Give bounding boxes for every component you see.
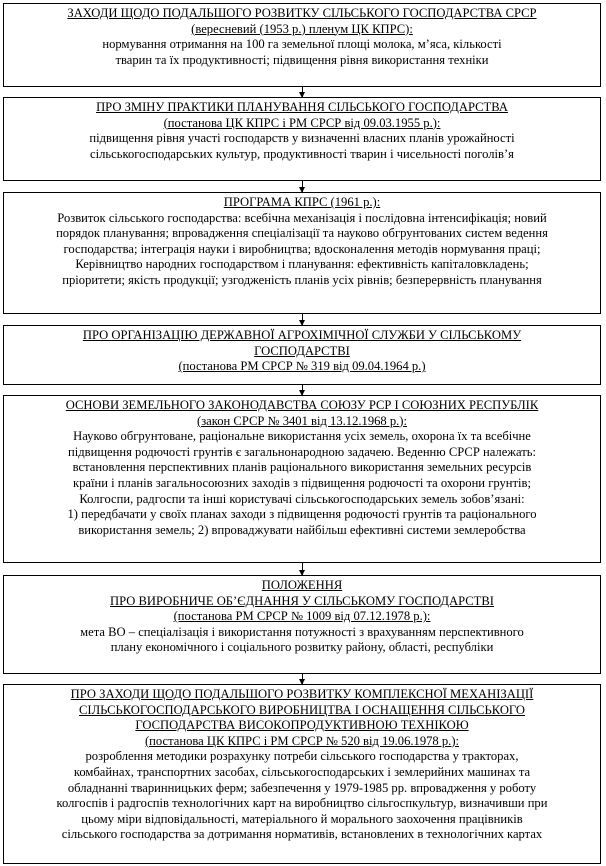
box-4-subtitle: (постанова РМ СРСР № 319 від 09.04.1964 р.)	[178, 359, 426, 374]
arrow-4	[302, 385, 303, 395]
box-5-title: ОСНОВИ ЗЕМЕЛЬНОГО ЗАКОНОДАВСТВА СОЮЗУ РСР І СОЮЗНИХ РЕСПУБЛІК	[65, 398, 539, 412]
box-6-subtitle: (постанова РМ СРСР № 1009 від 07.12.1978 р.):	[173, 609, 431, 624]
box-7	[3, 684, 601, 864]
box-3	[3, 192, 601, 314]
box-7-title: ПРО ЗАХОДИ ЩОДО ПОДАЛЬШОГО РОЗВИТКУ КОМПЛЕКСНОЇ МЕХАНІЗАЦІЇ СІЛЬСЬКОГОСПОДАРСЬКОГО ВИРОБНИЦТВА І ОСНАЩЕННЯ СІЛЬСЬКОГО ГОСПОДАРСТВА ВИСОКОПРОДУКТИВНОЮ ТЕХНІКОЮ	[70, 687, 534, 733]
box-1-title: ЗАХОДИ ЩОДО ПОДАЛЬШОГО РОЗВИТКУ СІЛЬСЬКОГО ГОСПОДАРСТВА СРСР	[67, 6, 537, 20]
box-4	[3, 325, 601, 385]
box-5-body: Науково обгрунтоване, раціональне використання усіх земель, охорона їх та всебічне підвищення родючості грунтів є загальнонародною задачею. Веденню СРСР належать: встановлення перспективних планів раціонального використання земельних ресурсів країни і планів загальносоюзних заходів з підвищення родючості та охорони грунтів; Колгоспи, радгоспи та інші користувачі сільськогосподарських земель зобов’язані: 1) передбачати у своїх планах заходи з підвищення родючості грунтів та раціонального використання земель; 2) впроваджувати найбільш ефективні системи землеробства	[67, 429, 537, 537]
box-2-subtitle: (постанова ЦК КПРС і РМ СРСР від 09.03.1955 р.):	[163, 115, 441, 130]
box-4-title: ПРО ОРГАНІЗАЦІЮ ДЕРЖАВНОЇ АГРОХІМІЧНОЇ СЛУЖБИ У СІЛЬСЬКОМУ ГОСПОДАРСТВІ	[82, 328, 522, 358]
box-1	[3, 3, 601, 87]
box-2-body: підвищення рівня участі господарств у визначенні власних планів урожайності сільськогосподарських культур, продуктивності тварин і чисельності поголів’я	[89, 131, 515, 161]
box-1-subtitle: (вересневий (1953 р.) пленум ЦК КПРС):	[191, 21, 413, 36]
box-7-body: розроблення методики розрахунку потреби сільського господарства у тракторах, комбайнах, транспортних засобах, сільськогосподарських і землерийних машинах та обладнанні тваринницьких ферм; забезпечення у 1979-1985 рр. впровадження у роботу колгоспів і радгоспів технологічних карт на виробництво сільгоспкультур, визначивши при цьому міри відповідальності, матеріального й морального заохочення працівників сільського господарства за дотримання нормативів, встановлених в технологічних картах	[56, 749, 548, 842]
box-2-title: ПРО ЗМІНУ ПРАКТИКИ ПЛАНУВАННЯ СІЛЬСЬКОГО ГОСПОДАРСТВА	[96, 100, 508, 114]
box-7-subtitle: (постанова ЦК КПРС і РМ СРСР № 520 від 19.06.1978 р.):	[144, 733, 460, 748]
box-6-body: мета ВО – спеціалізація і використання потужності з врахуванням перспективного плану економічного і соціального розвитку району, області, республіки	[80, 624, 524, 655]
arrow-2	[302, 181, 303, 192]
arrow-5	[302, 563, 303, 575]
box-3-body: Розвиток сільського господарства: всебічна механізація і послідовна інтенсифікація; новий порядок планування; впровадження спеціалізації та науково обгрунтованих систем ведення господарства; інтеграція науки і виробництва; вдосконалення методів нормування праці; Керівництво народних господарством і планування: ефективність капіталовкладень; пріоритети; якість продукції; узгодженість планів усіх рівнів; безперервність планування	[56, 210, 548, 287]
box-6	[3, 575, 601, 674]
arrow-6	[302, 674, 303, 684]
box-2	[3, 97, 601, 181]
arrow-1	[302, 87, 303, 97]
box-1-body: нормування отримання на 100 га земельної площі молока, м’яса, кількості тварин та їх продуктивності; підвищення рівня використання техніки	[102, 37, 502, 67]
box-3-title: ПРОГРАМА КПРС (1961 р.):	[223, 195, 381, 209]
box-5	[3, 395, 601, 563]
box-6-title: ПОЛОЖЕННЯ ПРО ВИРОБНИЧЕ ОБ’ЄДНАННЯ У СІЛЬСЬКОМУ ГОСПОДАРСТВІ	[110, 578, 494, 608]
arrow-3	[302, 314, 303, 325]
box-5-subtitle: (закон СРСР № 3401 від 13.12.1968 р.):	[197, 413, 407, 428]
